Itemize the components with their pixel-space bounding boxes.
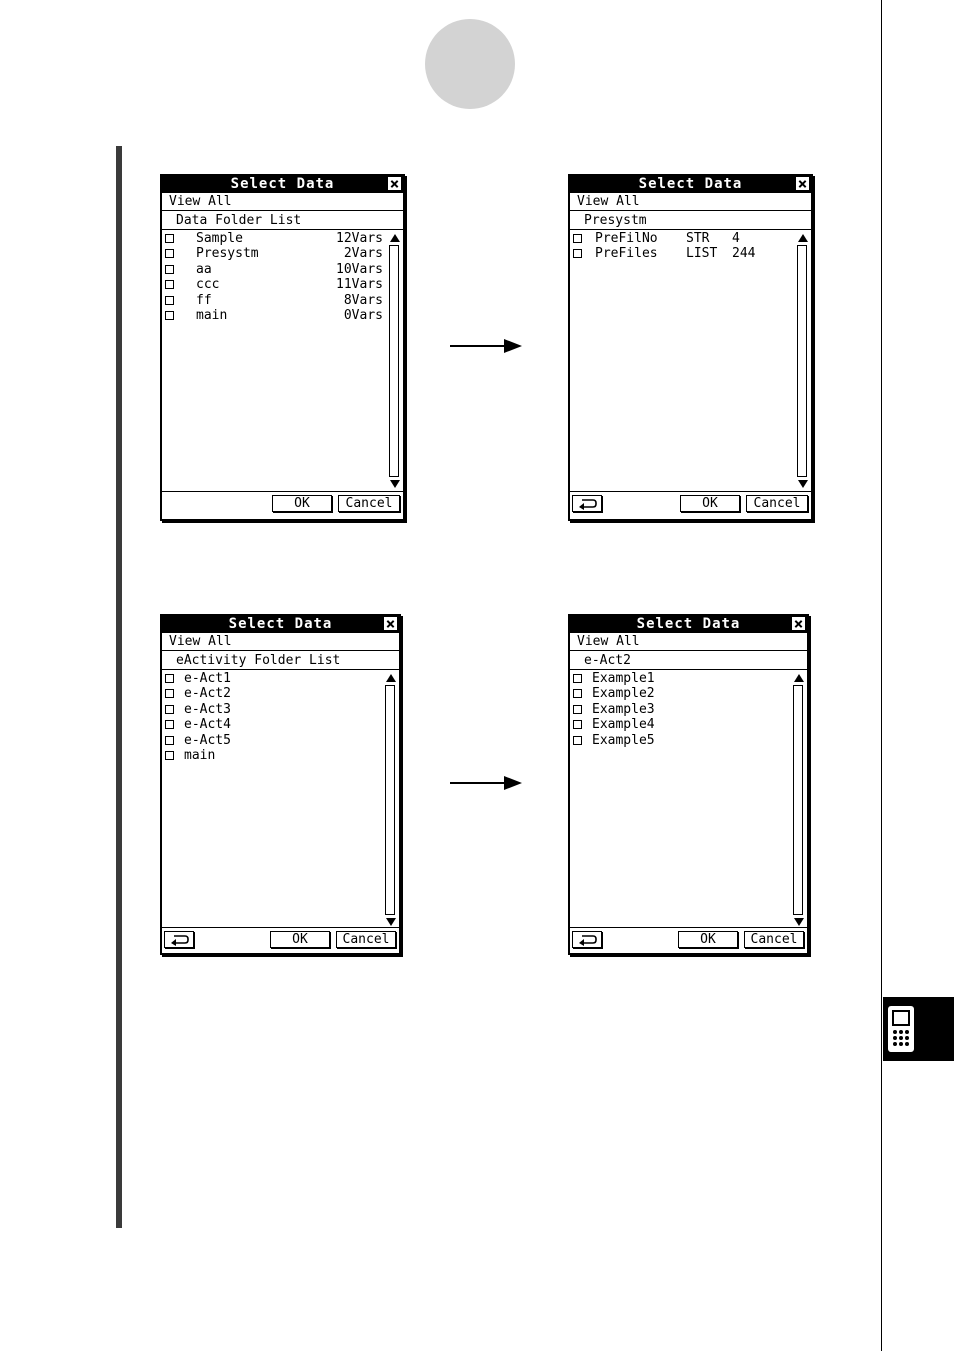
close-icon[interactable]: [792, 617, 805, 630]
checkbox[interactable]: [573, 720, 582, 729]
list-header: Data Folder List: [162, 211, 403, 230]
scroll-up-icon[interactable]: [384, 672, 398, 684]
checkbox[interactable]: [165, 705, 174, 714]
scrollbar[interactable]: [384, 672, 398, 928]
folder-list: [162, 231, 385, 323]
list-item[interactable]: Example5: [570, 733, 789, 748]
list-item[interactable]: e-Act2: [162, 686, 381, 701]
cancel-button[interactable]: Cancel: [746, 495, 808, 512]
cancel-button[interactable]: Cancel: [336, 931, 396, 948]
checkbox[interactable]: [165, 249, 174, 258]
list-header: Presystm: [570, 211, 811, 230]
checkbox[interactable]: [573, 689, 582, 698]
back-button[interactable]: [164, 931, 194, 948]
eactivity-folder-list: [162, 671, 381, 763]
dialog-footer: [570, 927, 807, 953]
side-tab: [883, 997, 954, 1061]
checkbox[interactable]: [165, 280, 174, 289]
checkbox[interactable]: [165, 720, 174, 729]
list-item[interactable]: main: [162, 748, 381, 763]
checkbox[interactable]: [165, 736, 174, 745]
checkbox[interactable]: [165, 751, 174, 760]
checkbox[interactable]: [573, 705, 582, 714]
list-item[interactable]: Example2: [570, 686, 789, 701]
list-item[interactable]: PreFiles LIST 244: [570, 246, 793, 261]
scrollbar[interactable]: [792, 672, 806, 928]
select-data-dialog-eact2: [568, 614, 809, 955]
cancel-button[interactable]: Cancel: [744, 931, 804, 948]
back-button[interactable]: [572, 931, 602, 948]
list-header: e-Act2: [570, 651, 807, 670]
variable-list: [570, 231, 793, 262]
view-all-menu[interactable]: View All: [162, 193, 403, 211]
list-item[interactable]: e-Act1: [162, 671, 381, 686]
checkbox[interactable]: [573, 249, 582, 258]
scrollbar[interactable]: [796, 232, 810, 490]
ok-button[interactable]: OK: [272, 495, 332, 512]
right-arrow-icon: [450, 775, 522, 791]
ok-button[interactable]: OK: [680, 495, 740, 512]
list-item[interactable]: aa 10Vars: [162, 262, 385, 277]
list-item[interactable]: PreFilNo STR 4: [570, 231, 793, 246]
list-item[interactable]: Sample 12Vars: [162, 231, 385, 246]
scroll-track[interactable]: [797, 245, 807, 477]
calculator-icon: [887, 1005, 915, 1053]
dialog-footer: [162, 491, 403, 519]
back-arrow-icon: [170, 934, 190, 946]
close-icon[interactable]: [388, 177, 401, 190]
right-arrow-icon: [450, 338, 522, 354]
back-arrow-icon: [578, 934, 598, 946]
eactivity-file-list: [570, 671, 789, 748]
scroll-up-icon[interactable]: [792, 672, 806, 684]
ok-button[interactable]: OK: [678, 931, 738, 948]
select-data-dialog-eactivity: [160, 614, 401, 955]
list-item[interactable]: e-Act5: [162, 733, 381, 748]
scroll-track[interactable]: [793, 685, 803, 915]
checkbox[interactable]: [165, 311, 174, 320]
scroll-up-icon[interactable]: [388, 232, 402, 244]
list-item[interactable]: e-Act3: [162, 702, 381, 717]
cancel-button[interactable]: Cancel: [338, 495, 400, 512]
select-data-dialog-presystm: [568, 174, 813, 521]
list-item[interactable]: Presystm 2Vars: [162, 246, 385, 261]
right-margin-rule: [881, 0, 882, 1351]
view-all-menu[interactable]: View All: [162, 633, 399, 651]
list-item[interactable]: Example1: [570, 671, 789, 686]
close-icon[interactable]: [384, 617, 397, 630]
checkbox[interactable]: [573, 674, 582, 683]
scroll-up-icon[interactable]: [796, 232, 810, 244]
back-button[interactable]: [572, 495, 602, 512]
list-item[interactable]: Example4: [570, 717, 789, 732]
list-item[interactable]: ff 8Vars: [162, 293, 385, 308]
dialog-title: Select Data: [570, 176, 811, 193]
list-item[interactable]: e-Act4: [162, 717, 381, 732]
dialog-footer: [570, 491, 811, 519]
checkbox[interactable]: [165, 689, 174, 698]
checkbox[interactable]: [573, 234, 582, 243]
chapter-circle: [425, 19, 515, 109]
dialog-title: Select Data: [162, 616, 399, 633]
checkbox[interactable]: [165, 674, 174, 683]
dialog-title: Select Data: [570, 616, 807, 633]
back-arrow-icon: [578, 498, 598, 510]
scroll-down-icon[interactable]: [388, 478, 402, 490]
scrollbar[interactable]: [388, 232, 402, 490]
dialog-title: Select Data: [162, 176, 403, 193]
scroll-down-icon[interactable]: [796, 478, 810, 490]
left-margin-bar: [116, 146, 122, 1228]
scroll-track[interactable]: [385, 685, 395, 915]
select-data-dialog-folders: [160, 174, 405, 521]
scroll-track[interactable]: [389, 245, 399, 477]
list-item[interactable]: Example3: [570, 702, 789, 717]
view-all-menu[interactable]: View All: [570, 633, 807, 651]
dialog-footer: [162, 927, 399, 953]
ok-button[interactable]: OK: [270, 931, 330, 948]
list-item[interactable]: ccc 11Vars: [162, 277, 385, 292]
list-header: eActivity Folder List: [162, 651, 399, 670]
list-item[interactable]: main 0Vars: [162, 308, 385, 323]
close-icon[interactable]: [796, 177, 809, 190]
checkbox[interactable]: [165, 265, 174, 274]
checkbox[interactable]: [165, 234, 174, 243]
checkbox[interactable]: [573, 736, 582, 745]
view-all-menu[interactable]: View All: [570, 193, 811, 211]
checkbox[interactable]: [165, 296, 174, 305]
